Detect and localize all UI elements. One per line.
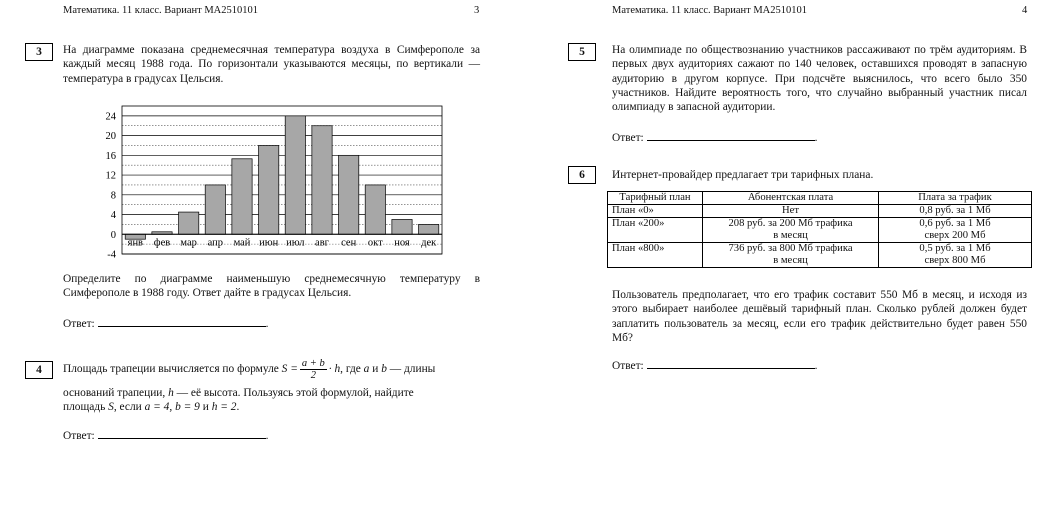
bar-мар bbox=[179, 212, 199, 234]
problem-text: На диаграмме показана среднемесячная температура воздуха в Симферополе за каждый месяц 1988 года. По горизонтали указываются месяцы, по вертикали — температура в градусах Цельсия. bbox=[63, 44, 480, 85]
x-tick-label: сен bbox=[341, 237, 357, 249]
answer-line[interactable] bbox=[98, 326, 266, 327]
table-row bbox=[608, 205, 1032, 218]
x-tick-label: апр bbox=[207, 237, 224, 249]
answer-field[interactable] bbox=[612, 359, 817, 373]
text-fragment: . bbox=[236, 401, 240, 413]
plan-fee-line: 208 руб. за 200 Мб трафика bbox=[728, 218, 853, 229]
plan-traffic-line: сверх 200 Мб bbox=[924, 230, 986, 241]
text-fragment: — её высота. Пользуясь этой формулой, найдите bbox=[176, 387, 414, 399]
y-tick-label: 20 bbox=[105, 131, 116, 143]
table-header: Абонентская плата bbox=[703, 192, 879, 205]
formula-line bbox=[63, 357, 435, 381]
bar-апр bbox=[205, 185, 225, 234]
answer-end: . bbox=[814, 132, 818, 144]
bar-июл bbox=[285, 116, 305, 234]
formula-tail: · h bbox=[328, 363, 341, 375]
plan-name: План «800» bbox=[608, 243, 703, 268]
problem-number: 5 bbox=[568, 43, 596, 61]
text-line bbox=[63, 400, 239, 414]
problem-number: 6 bbox=[568, 166, 596, 184]
x-tick-label: дек bbox=[421, 237, 437, 249]
x-tick-label: ноя bbox=[394, 237, 410, 249]
variable-h: h bbox=[168, 387, 174, 399]
bar-сен bbox=[339, 155, 359, 234]
page-number: 4 bbox=[1022, 5, 1028, 16]
problem-question: Пользователь предполагает, что его трафик составит 550 Мб в месяц, и исходя из этого выбирает наиболее дешёвый тарифный план. Сколько рублей должен будет заплатить пользователь за месяц, если его трафик действительно будет равен 550 Мб? bbox=[612, 289, 1027, 344]
plan-traffic-line: 0,6 руб. за 1 Мб bbox=[919, 218, 991, 229]
plan-fee-line: Нет bbox=[782, 205, 799, 216]
answer-end: . bbox=[814, 360, 818, 372]
temperature-bar-chart bbox=[90, 100, 450, 260]
answer-line[interactable] bbox=[647, 368, 815, 369]
plan-fee bbox=[703, 205, 879, 218]
x-tick-label: авг bbox=[315, 237, 329, 249]
plan-fee-line: в месяц bbox=[773, 230, 808, 241]
bar-ноя bbox=[392, 219, 412, 234]
plan-traffic bbox=[879, 243, 1032, 268]
answer-field[interactable] bbox=[612, 131, 817, 145]
bar-май bbox=[232, 159, 252, 234]
y-tick-label: 12 bbox=[105, 170, 116, 182]
bar-июн bbox=[259, 145, 279, 234]
x-tick-label: мар bbox=[180, 237, 197, 249]
answer-end: . bbox=[265, 318, 269, 330]
fraction-denominator: 2 bbox=[310, 369, 316, 381]
y-tick-label: 0 bbox=[110, 229, 116, 241]
answer-field[interactable] bbox=[63, 429, 268, 443]
plan-traffic-line: 0,5 руб. за 1 Мб bbox=[919, 243, 991, 254]
fraction-numerator: a + b bbox=[301, 357, 325, 369]
x-tick-label: май bbox=[233, 237, 251, 249]
x-tick-label: янв bbox=[127, 237, 144, 249]
bar-окт bbox=[365, 185, 385, 234]
answer-label: Ответ: bbox=[612, 360, 644, 372]
plan-traffic bbox=[879, 205, 1032, 218]
page-number: 3 bbox=[474, 5, 480, 16]
text-fragment: Площадь трапеции вычисляется по формуле bbox=[63, 363, 279, 375]
plan-traffic-line: сверх 800 Мб bbox=[924, 255, 986, 266]
problem-text: На олимпиаде по обществознанию участников рассаживают по трём аудиториям. В первых двух аудиториях сажают по 140 человек, оставшихся проводят в запасную аудиторию в другом корпусе. При подсчёте выяснилось, что всего было 350 участников. Найдите вероятность того, что случайно выбранный участник писал олимпиаду в запасной аудитории. bbox=[612, 44, 1027, 114]
variable-S: S bbox=[108, 401, 114, 413]
variable-b: b bbox=[381, 363, 387, 375]
table-row bbox=[608, 218, 1032, 243]
x-tick-label: фев bbox=[153, 237, 171, 249]
problem-number: 3 bbox=[25, 43, 53, 61]
text-fragment: и bbox=[372, 363, 379, 375]
plan-fee-line: в месяц bbox=[773, 255, 808, 266]
page-header-title: Математика. 11 класс. Вариант МА2510101 bbox=[63, 5, 258, 16]
bar-дек bbox=[419, 224, 439, 234]
tariff-table bbox=[607, 191, 1032, 268]
y-tick-label: 4 bbox=[110, 210, 116, 222]
text-fragment: , если bbox=[113, 401, 142, 413]
text-fragment: и bbox=[202, 401, 209, 413]
variable-a: a bbox=[363, 363, 370, 375]
answer-label: Ответ: bbox=[612, 132, 644, 144]
problem-number: 4 bbox=[25, 361, 53, 379]
problem-question: Определите по диаграмме наименьшую среднемесячную температуру в Симферополе в 1988 году. Ответ дайте в градусах Цельсия. bbox=[63, 273, 480, 300]
plan-traffic bbox=[879, 218, 1032, 243]
bar-авг bbox=[312, 126, 332, 235]
text-fragment: оснований трапеции, bbox=[63, 387, 166, 399]
plan-name: План «0» bbox=[608, 205, 703, 218]
text-fragment: — длины bbox=[389, 363, 436, 375]
answer-label: Ответ: bbox=[63, 318, 95, 330]
page-header-title: Математика. 11 класс. Вариант МА2510101 bbox=[612, 5, 807, 16]
plan-fee bbox=[703, 243, 879, 268]
table-row bbox=[608, 243, 1032, 268]
y-tick-label: 8 bbox=[110, 190, 116, 202]
condition-h: h = 2 bbox=[211, 401, 237, 413]
y-tick-label: -4 bbox=[107, 249, 116, 260]
text-fragment: , где bbox=[340, 363, 361, 375]
problem-intro: Интернет-провайдер предлагает три тарифных плана. bbox=[612, 169, 874, 181]
x-tick-label: июл bbox=[286, 237, 305, 249]
plan-fee-line: 736 руб. за 800 Мб трафика bbox=[728, 243, 853, 254]
answer-end: . bbox=[265, 430, 269, 442]
text-fragment: площадь bbox=[63, 401, 106, 413]
text-line bbox=[63, 386, 414, 400]
answer-label: Ответ: bbox=[63, 430, 95, 442]
formula-lhs: S = bbox=[281, 363, 298, 375]
text-fragment: , bbox=[169, 401, 173, 413]
table-header: Плата за трафик bbox=[879, 192, 1032, 205]
condition-b: b = 9 bbox=[175, 401, 200, 413]
answer-field[interactable] bbox=[63, 317, 268, 331]
plan-fee bbox=[703, 218, 879, 243]
plan-traffic-line: 0,8 руб. за 1 Мб bbox=[919, 205, 991, 216]
plan-name: План «200» bbox=[608, 218, 703, 243]
table-header: Тарифный план bbox=[608, 192, 703, 205]
x-tick-label: окт bbox=[367, 237, 383, 249]
y-tick-label: 24 bbox=[105, 111, 116, 123]
y-tick-label: 16 bbox=[105, 150, 116, 162]
formula-fraction bbox=[300, 358, 327, 381]
answer-line[interactable] bbox=[647, 140, 815, 141]
x-tick-label: июн bbox=[259, 237, 279, 249]
answer-line[interactable] bbox=[98, 438, 266, 439]
table-header-row bbox=[608, 192, 1032, 205]
condition-a: a = 4 bbox=[144, 401, 170, 413]
